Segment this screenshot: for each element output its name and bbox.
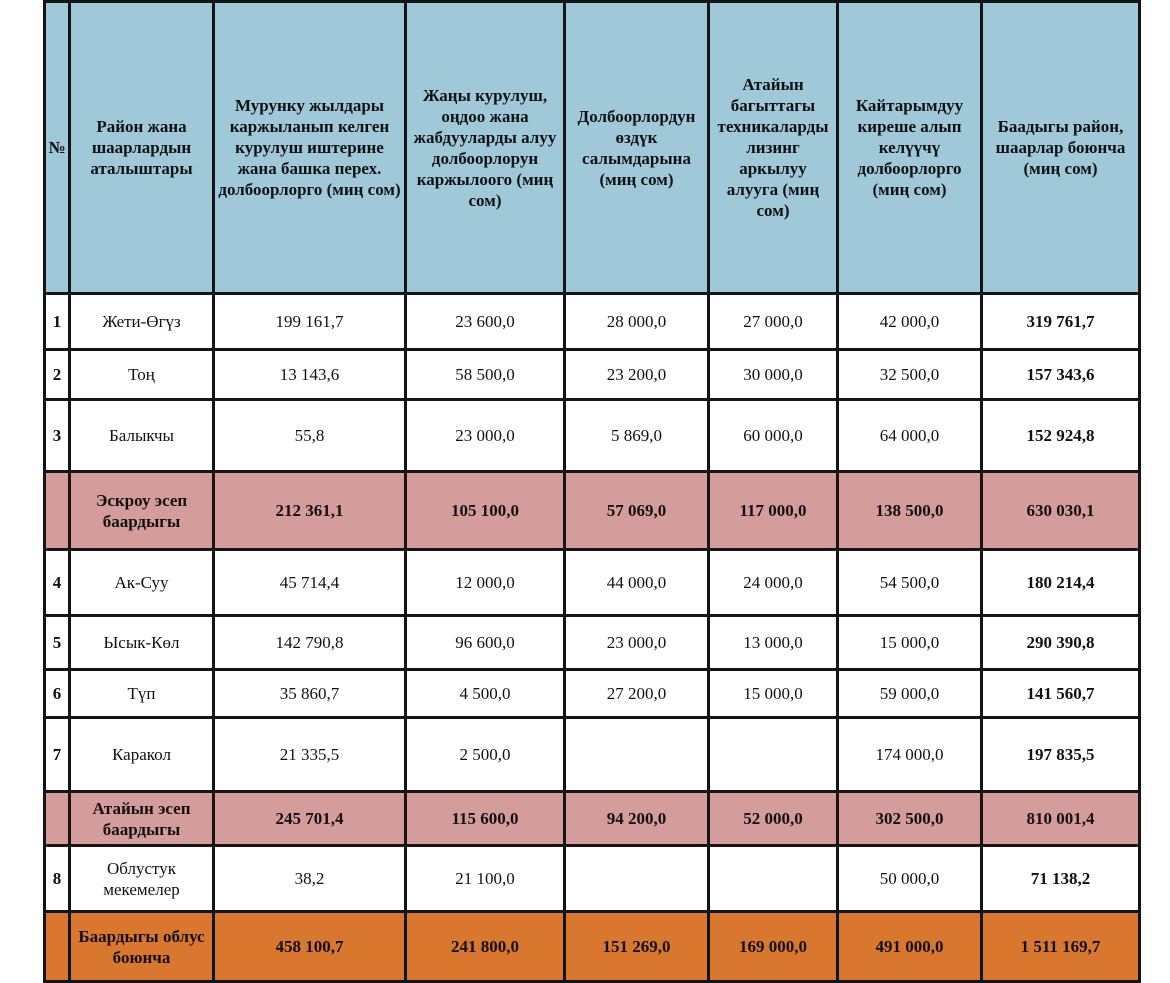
- row-new-construction: 23 600,0: [406, 294, 565, 350]
- row-new-construction: 21 100,0: [406, 846, 565, 912]
- row-own-contributions: [565, 846, 709, 912]
- row-own-contributions: 151 269,0: [565, 912, 709, 982]
- row-total: 319 761,7: [982, 294, 1140, 350]
- row-revenue-projects: 42 000,0: [838, 294, 982, 350]
- row-own-contributions: 27 200,0: [565, 670, 709, 718]
- row-new-construction: 96 600,0: [406, 616, 565, 670]
- row-name: Ысык-Көл: [70, 616, 214, 670]
- table-row: [45, 350, 1140, 400]
- row-number: 5: [45, 616, 70, 670]
- table-row: [45, 550, 1140, 616]
- row-total: 141 560,7: [982, 670, 1140, 718]
- row-new-construction: 115 600,0: [406, 792, 565, 846]
- table-row: [45, 670, 1140, 718]
- row-own-contributions: 23 200,0: [565, 350, 709, 400]
- row-total: 180 214,4: [982, 550, 1140, 616]
- row-own-contributions: 44 000,0: [565, 550, 709, 616]
- row-previous-projects: 21 335,5: [214, 718, 406, 792]
- header-district-name: Район жана шаарлардын аталыштары: [70, 2, 214, 294]
- table-row: [45, 294, 1140, 350]
- table-row: [45, 846, 1140, 912]
- row-revenue-projects: 54 500,0: [838, 550, 982, 616]
- grand-total-row: [45, 912, 1140, 982]
- row-revenue-projects: 32 500,0: [838, 350, 982, 400]
- header-new-construction: Жаңы курулуш, оңдоо жана жабдууларды алуу долбоорлорун каржылоого (миң сом): [406, 2, 565, 294]
- row-previous-projects: 45 714,4: [214, 550, 406, 616]
- subtotal-row-escrow: [45, 472, 1140, 550]
- row-own-contributions: 57 069,0: [565, 472, 709, 550]
- header-leasing: Атайын багыттагы техникаларды лизинг аркылуу алууга (миң сом): [709, 2, 838, 294]
- row-name: Эскроу эсеп баардыгы: [70, 472, 214, 550]
- budget-table: [43, 0, 1141, 983]
- row-own-contributions: 23 000,0: [565, 616, 709, 670]
- row-new-construction: 23 000,0: [406, 400, 565, 472]
- row-new-construction: 4 500,0: [406, 670, 565, 718]
- row-number: 4: [45, 550, 70, 616]
- row-total: 71 138,2: [982, 846, 1140, 912]
- row-revenue-projects: 174 000,0: [838, 718, 982, 792]
- row-number: 2: [45, 350, 70, 400]
- row-total: 630 030,1: [982, 472, 1140, 550]
- row-total: 810 001,4: [982, 792, 1140, 846]
- row-number: 8: [45, 846, 70, 912]
- row-previous-projects: 35 860,7: [214, 670, 406, 718]
- row-leasing: [709, 846, 838, 912]
- row-total: 290 390,8: [982, 616, 1140, 670]
- row-previous-projects: 212 361,1: [214, 472, 406, 550]
- row-name: Атайын эсеп баардыгы: [70, 792, 214, 846]
- table-row: [45, 718, 1140, 792]
- row-new-construction: 105 100,0: [406, 472, 565, 550]
- row-number: 1: [45, 294, 70, 350]
- row-previous-projects: 142 790,8: [214, 616, 406, 670]
- header-row: [45, 2, 1140, 294]
- row-name: Баардыгы облус боюнча: [70, 912, 214, 982]
- row-revenue-projects: 59 000,0: [838, 670, 982, 718]
- row-revenue-projects: 302 500,0: [838, 792, 982, 846]
- row-previous-projects: 245 701,4: [214, 792, 406, 846]
- row-name: Балыкчы: [70, 400, 214, 472]
- table-row: [45, 400, 1140, 472]
- row-leasing: [709, 718, 838, 792]
- row-leasing: 30 000,0: [709, 350, 838, 400]
- row-total: 152 924,8: [982, 400, 1140, 472]
- row-name: Тоң: [70, 350, 214, 400]
- row-number: 7: [45, 718, 70, 792]
- row-previous-projects: 38,2: [214, 846, 406, 912]
- row-total: 157 343,6: [982, 350, 1140, 400]
- subtotal-row-special: [45, 792, 1140, 846]
- header-total: Баадыгы район, шаарлар боюнча (миң сом): [982, 2, 1140, 294]
- row-new-construction: 58 500,0: [406, 350, 565, 400]
- row-leasing: 117 000,0: [709, 472, 838, 550]
- row-name: Түп: [70, 670, 214, 718]
- header-own-contributions: Долбоорлордун өздүк салымдарына (миң сом): [565, 2, 709, 294]
- row-leasing: 15 000,0: [709, 670, 838, 718]
- row-own-contributions: 28 000,0: [565, 294, 709, 350]
- table-row: [45, 616, 1140, 670]
- row-name: Ак-Суу: [70, 550, 214, 616]
- row-previous-projects: 55,8: [214, 400, 406, 472]
- row-total: 197 835,5: [982, 718, 1140, 792]
- row-number: [45, 912, 70, 982]
- row-revenue-projects: 138 500,0: [838, 472, 982, 550]
- row-number: [45, 472, 70, 550]
- row-own-contributions: [565, 718, 709, 792]
- row-name: Облустук мекемелер: [70, 846, 214, 912]
- header-previous-projects: Мурунку жылдары каржыланып келген курулуш иштерине жана башка перех. долбоорлорго (миң сом): [214, 2, 406, 294]
- row-name: Жети-Өгүз: [70, 294, 214, 350]
- row-new-construction: 2 500,0: [406, 718, 565, 792]
- row-leasing: 13 000,0: [709, 616, 838, 670]
- row-name: Каракол: [70, 718, 214, 792]
- row-leasing: 169 000,0: [709, 912, 838, 982]
- row-number: [45, 792, 70, 846]
- row-own-contributions: 5 869,0: [565, 400, 709, 472]
- row-leasing: 52 000,0: [709, 792, 838, 846]
- row-revenue-projects: 491 000,0: [838, 912, 982, 982]
- row-leasing: 60 000,0: [709, 400, 838, 472]
- row-revenue-projects: 15 000,0: [838, 616, 982, 670]
- row-previous-projects: 458 100,7: [214, 912, 406, 982]
- header-number: №: [45, 2, 70, 294]
- row-previous-projects: 199 161,7: [214, 294, 406, 350]
- row-new-construction: 12 000,0: [406, 550, 565, 616]
- row-revenue-projects: 64 000,0: [838, 400, 982, 472]
- row-leasing: 24 000,0: [709, 550, 838, 616]
- row-total: 1 511 169,7: [982, 912, 1140, 982]
- row-own-contributions: 94 200,0: [565, 792, 709, 846]
- row-new-construction: 241 800,0: [406, 912, 565, 982]
- row-number: 6: [45, 670, 70, 718]
- row-number: 3: [45, 400, 70, 472]
- row-previous-projects: 13 143,6: [214, 350, 406, 400]
- row-leasing: 27 000,0: [709, 294, 838, 350]
- header-revenue-projects: Кайтарымдуу киреше алып келүүчү долбоорлорго (миң сом): [838, 2, 982, 294]
- row-revenue-projects: 50 000,0: [838, 846, 982, 912]
